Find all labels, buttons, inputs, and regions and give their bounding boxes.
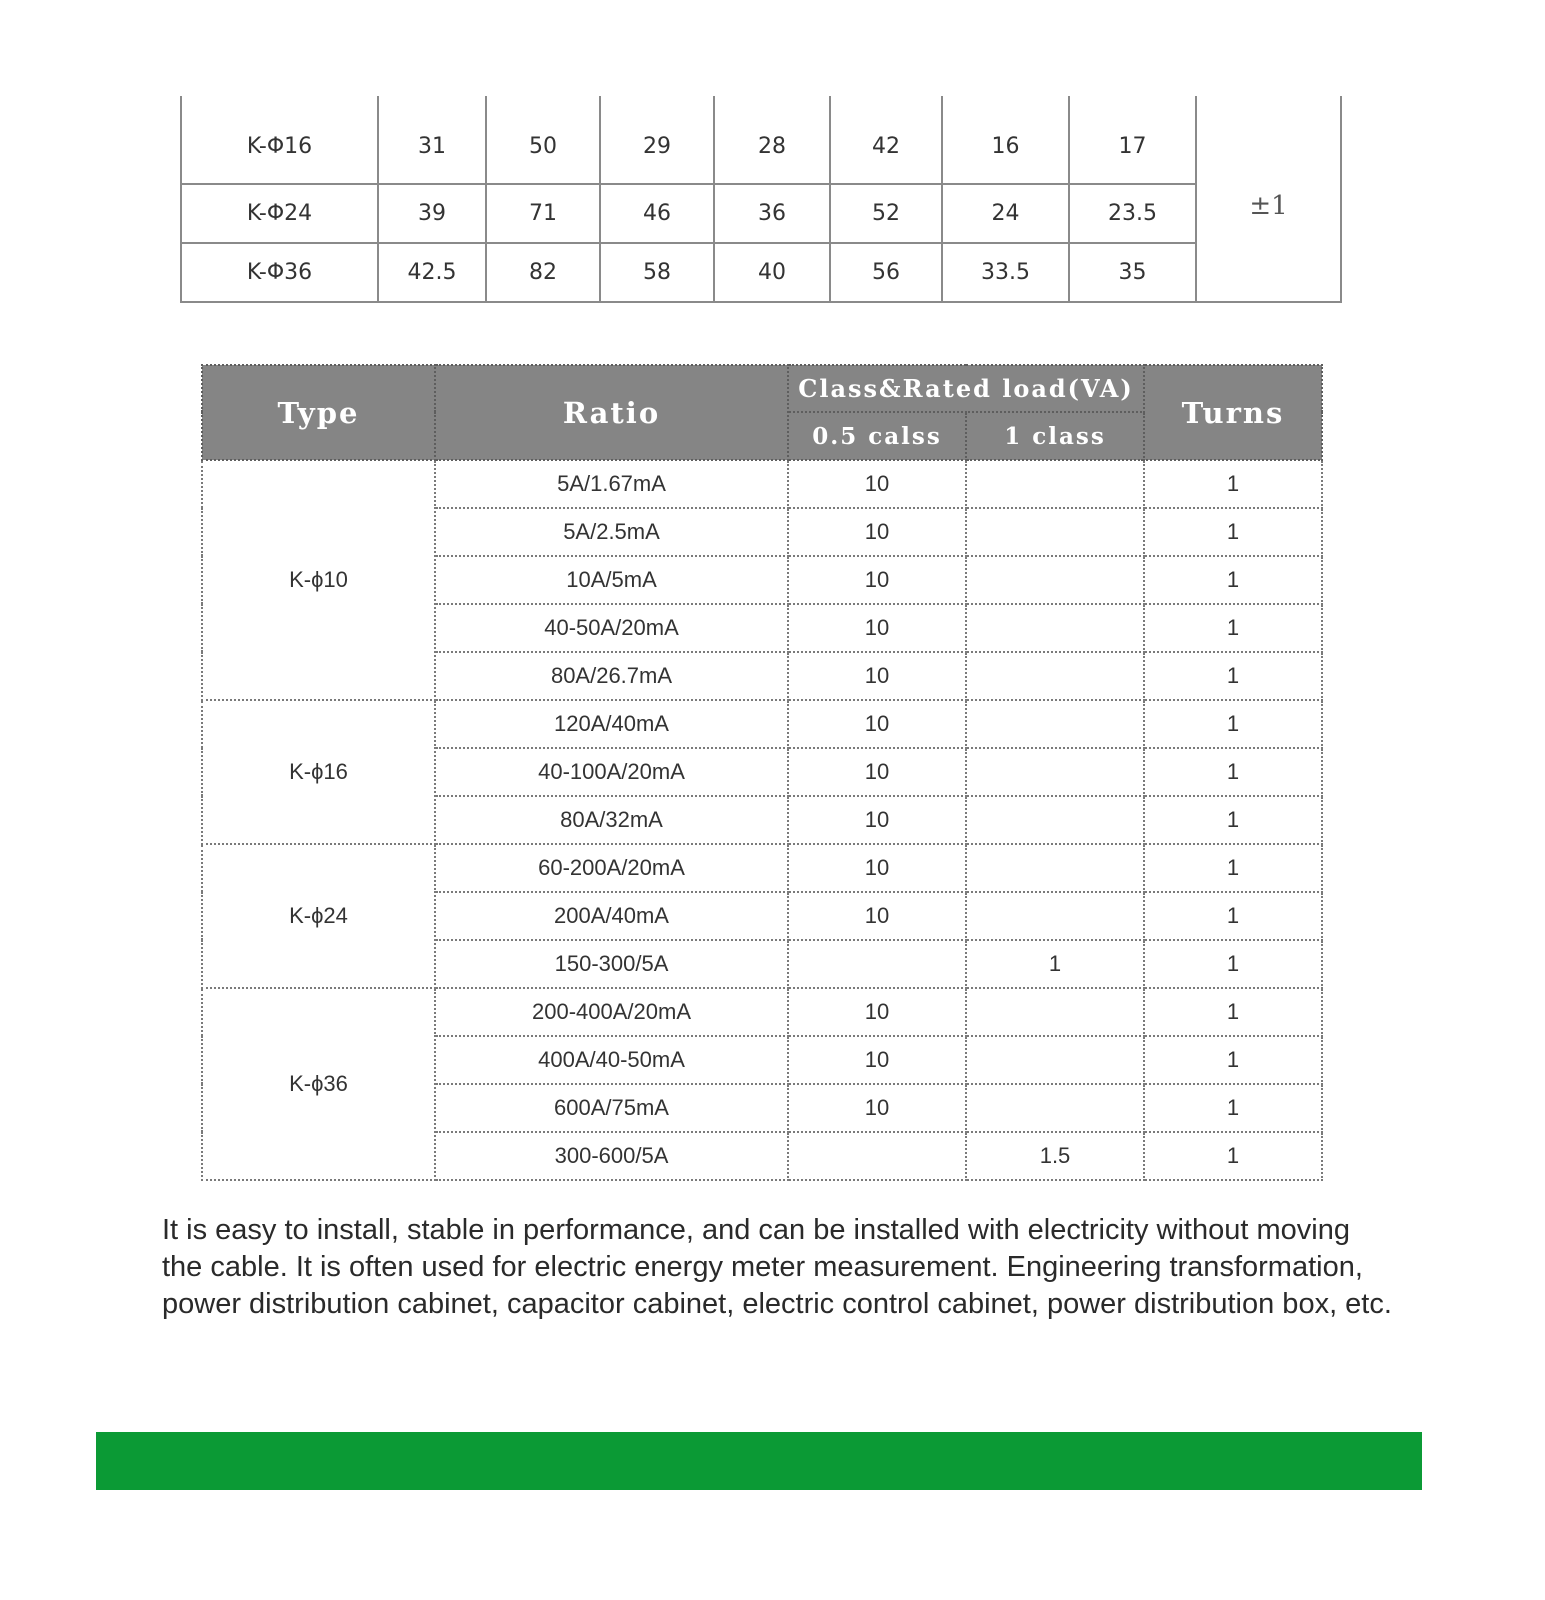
dimension-value-cell: 52 bbox=[830, 184, 942, 243]
one-class-load-cell bbox=[966, 1084, 1144, 1132]
spec-table-body bbox=[202, 460, 1322, 1180]
one-class-load-cell bbox=[966, 460, 1144, 508]
dimension-value-cell: 46 bbox=[600, 184, 714, 243]
turns-cell: 1 bbox=[1144, 1132, 1322, 1180]
tolerance-cell: ±1 bbox=[1196, 96, 1341, 302]
turns-cell: 1 bbox=[1144, 796, 1322, 844]
half-class-load-cell: 10 bbox=[788, 508, 966, 556]
header-turns: Turns bbox=[1144, 365, 1322, 460]
dimension-value-cell: 24 bbox=[942, 184, 1069, 243]
dimension-value-cell: 42.5 bbox=[378, 243, 486, 302]
turns-cell: 1 bbox=[1144, 844, 1322, 892]
one-class-load-cell bbox=[966, 748, 1144, 796]
ratio-cell: 40-50A/20mA bbox=[435, 604, 788, 652]
header-class-rated-load: Class&Rated load(VA) bbox=[788, 365, 1144, 412]
dimension-value-cell: 29 bbox=[600, 96, 714, 184]
ratio-cell: 600A/75mA bbox=[435, 1084, 788, 1132]
dimension-value-cell: 23.5 bbox=[1069, 184, 1196, 243]
table-row bbox=[202, 844, 1322, 892]
dimension-value-cell: 36 bbox=[714, 184, 830, 243]
table-row bbox=[202, 988, 1322, 1036]
ratio-cell: 80A/26.7mA bbox=[435, 652, 788, 700]
product-description: It is easy to install, stable in performance, and can be installed with electricity without moving the cable. It is often used for electric energy meter measurement. Engineering transformation, power distribution cabinet, capacitor cabinet, electric control cabinet, power distribution box, etc. bbox=[162, 1214, 1392, 1320]
table-row bbox=[202, 700, 1322, 748]
ratio-cell: 200-400A/20mA bbox=[435, 988, 788, 1036]
ratio-cell: 150-300/5A bbox=[435, 940, 788, 988]
spec-table-header bbox=[202, 365, 1322, 460]
half-class-load-cell: 10 bbox=[788, 892, 966, 940]
header-half-class: 0.5 calss bbox=[788, 412, 966, 460]
turns-cell: 1 bbox=[1144, 748, 1322, 796]
ratio-cell: 200A/40mA bbox=[435, 892, 788, 940]
type-cell: K-ϕ16 bbox=[202, 700, 435, 844]
dimension-value-cell: 58 bbox=[600, 243, 714, 302]
one-class-load-cell bbox=[966, 988, 1144, 1036]
half-class-load-cell: 10 bbox=[788, 844, 966, 892]
one-class-load-cell bbox=[966, 604, 1144, 652]
half-class-load-cell: 10 bbox=[788, 796, 966, 844]
dimension-value-cell: 40 bbox=[714, 243, 830, 302]
ratio-cell: 40-100A/20mA bbox=[435, 748, 788, 796]
dimension-type-cell: K-Φ36 bbox=[181, 243, 378, 302]
dimension-value-cell: 82 bbox=[486, 243, 600, 302]
ratio-cell: 300-600/5A bbox=[435, 1132, 788, 1180]
turns-cell: 1 bbox=[1144, 1036, 1322, 1084]
dimension-type-cell: K-Φ16 bbox=[181, 96, 378, 184]
half-class-load-cell: 10 bbox=[788, 988, 966, 1036]
half-class-load-cell: 10 bbox=[788, 1036, 966, 1084]
half-class-load-cell: 10 bbox=[788, 700, 966, 748]
dimension-value-cell: 16 bbox=[942, 96, 1069, 184]
dimension-value-cell: 56 bbox=[830, 243, 942, 302]
turns-cell: 1 bbox=[1144, 892, 1322, 940]
one-class-load-cell bbox=[966, 508, 1144, 556]
ratio-cell: 80A/32mA bbox=[435, 796, 788, 844]
turns-cell: 1 bbox=[1144, 700, 1322, 748]
half-class-load-cell: 10 bbox=[788, 748, 966, 796]
dimension-value-cell: 31 bbox=[378, 96, 486, 184]
ratio-cell: 120A/40mA bbox=[435, 700, 788, 748]
turns-cell: 1 bbox=[1144, 988, 1322, 1036]
one-class-load-cell: 1.5 bbox=[966, 1132, 1144, 1180]
header-type: Type bbox=[202, 365, 435, 460]
ratio-cell: 5A/1.67mA bbox=[435, 460, 788, 508]
dimension-row bbox=[181, 184, 1341, 243]
ratio-cell: 60-200A/20mA bbox=[435, 844, 788, 892]
half-class-load-cell bbox=[788, 940, 966, 988]
dimension-value-cell: 42 bbox=[830, 96, 942, 184]
dimension-value-cell: 71 bbox=[486, 184, 600, 243]
ratio-cell: 10A/5mA bbox=[435, 556, 788, 604]
one-class-load-cell bbox=[966, 700, 1144, 748]
turns-cell: 1 bbox=[1144, 508, 1322, 556]
dimension-value-cell: 28 bbox=[714, 96, 830, 184]
one-class-load-cell bbox=[966, 1036, 1144, 1084]
turns-cell: 1 bbox=[1144, 1084, 1322, 1132]
header-one-class: 1 class bbox=[966, 412, 1144, 460]
half-class-load-cell: 10 bbox=[788, 604, 966, 652]
green-accent-bar bbox=[96, 1432, 1422, 1490]
type-cell: K-ϕ24 bbox=[202, 844, 435, 988]
type-cell: K-ϕ36 bbox=[202, 988, 435, 1180]
one-class-load-cell bbox=[966, 892, 1144, 940]
turns-cell: 1 bbox=[1144, 556, 1322, 604]
one-class-load-cell bbox=[966, 796, 1144, 844]
ratio-cell: 400A/40-50mA bbox=[435, 1036, 788, 1084]
turns-cell: 1 bbox=[1144, 460, 1322, 508]
dimension-row bbox=[181, 243, 1341, 302]
dimension-table bbox=[180, 96, 1342, 303]
dimension-type-cell: K-Φ24 bbox=[181, 184, 378, 243]
one-class-load-cell bbox=[966, 556, 1144, 604]
type-cell: K-ϕ10 bbox=[202, 460, 435, 700]
spec-table bbox=[201, 364, 1323, 1181]
one-class-load-cell bbox=[966, 844, 1144, 892]
half-class-load-cell: 10 bbox=[788, 556, 966, 604]
half-class-load-cell: 10 bbox=[788, 652, 966, 700]
dimension-value-cell: 17 bbox=[1069, 96, 1196, 184]
half-class-load-cell bbox=[788, 1132, 966, 1180]
half-class-load-cell: 10 bbox=[788, 460, 966, 508]
turns-cell: 1 bbox=[1144, 604, 1322, 652]
dimension-table-body bbox=[181, 96, 1341, 302]
turns-cell: 1 bbox=[1144, 940, 1322, 988]
dimension-value-cell: 39 bbox=[378, 184, 486, 243]
table-row bbox=[202, 460, 1322, 508]
half-class-load-cell: 10 bbox=[788, 1084, 966, 1132]
turns-cell: 1 bbox=[1144, 652, 1322, 700]
one-class-load-cell: 1 bbox=[966, 940, 1144, 988]
one-class-load-cell bbox=[966, 652, 1144, 700]
dimension-value-cell: 33.5 bbox=[942, 243, 1069, 302]
ratio-cell: 5A/2.5mA bbox=[435, 508, 788, 556]
dimension-row bbox=[181, 96, 1341, 184]
header-ratio: Ratio bbox=[435, 365, 788, 460]
dimension-value-cell: 35 bbox=[1069, 243, 1196, 302]
dimension-value-cell: 50 bbox=[486, 96, 600, 184]
